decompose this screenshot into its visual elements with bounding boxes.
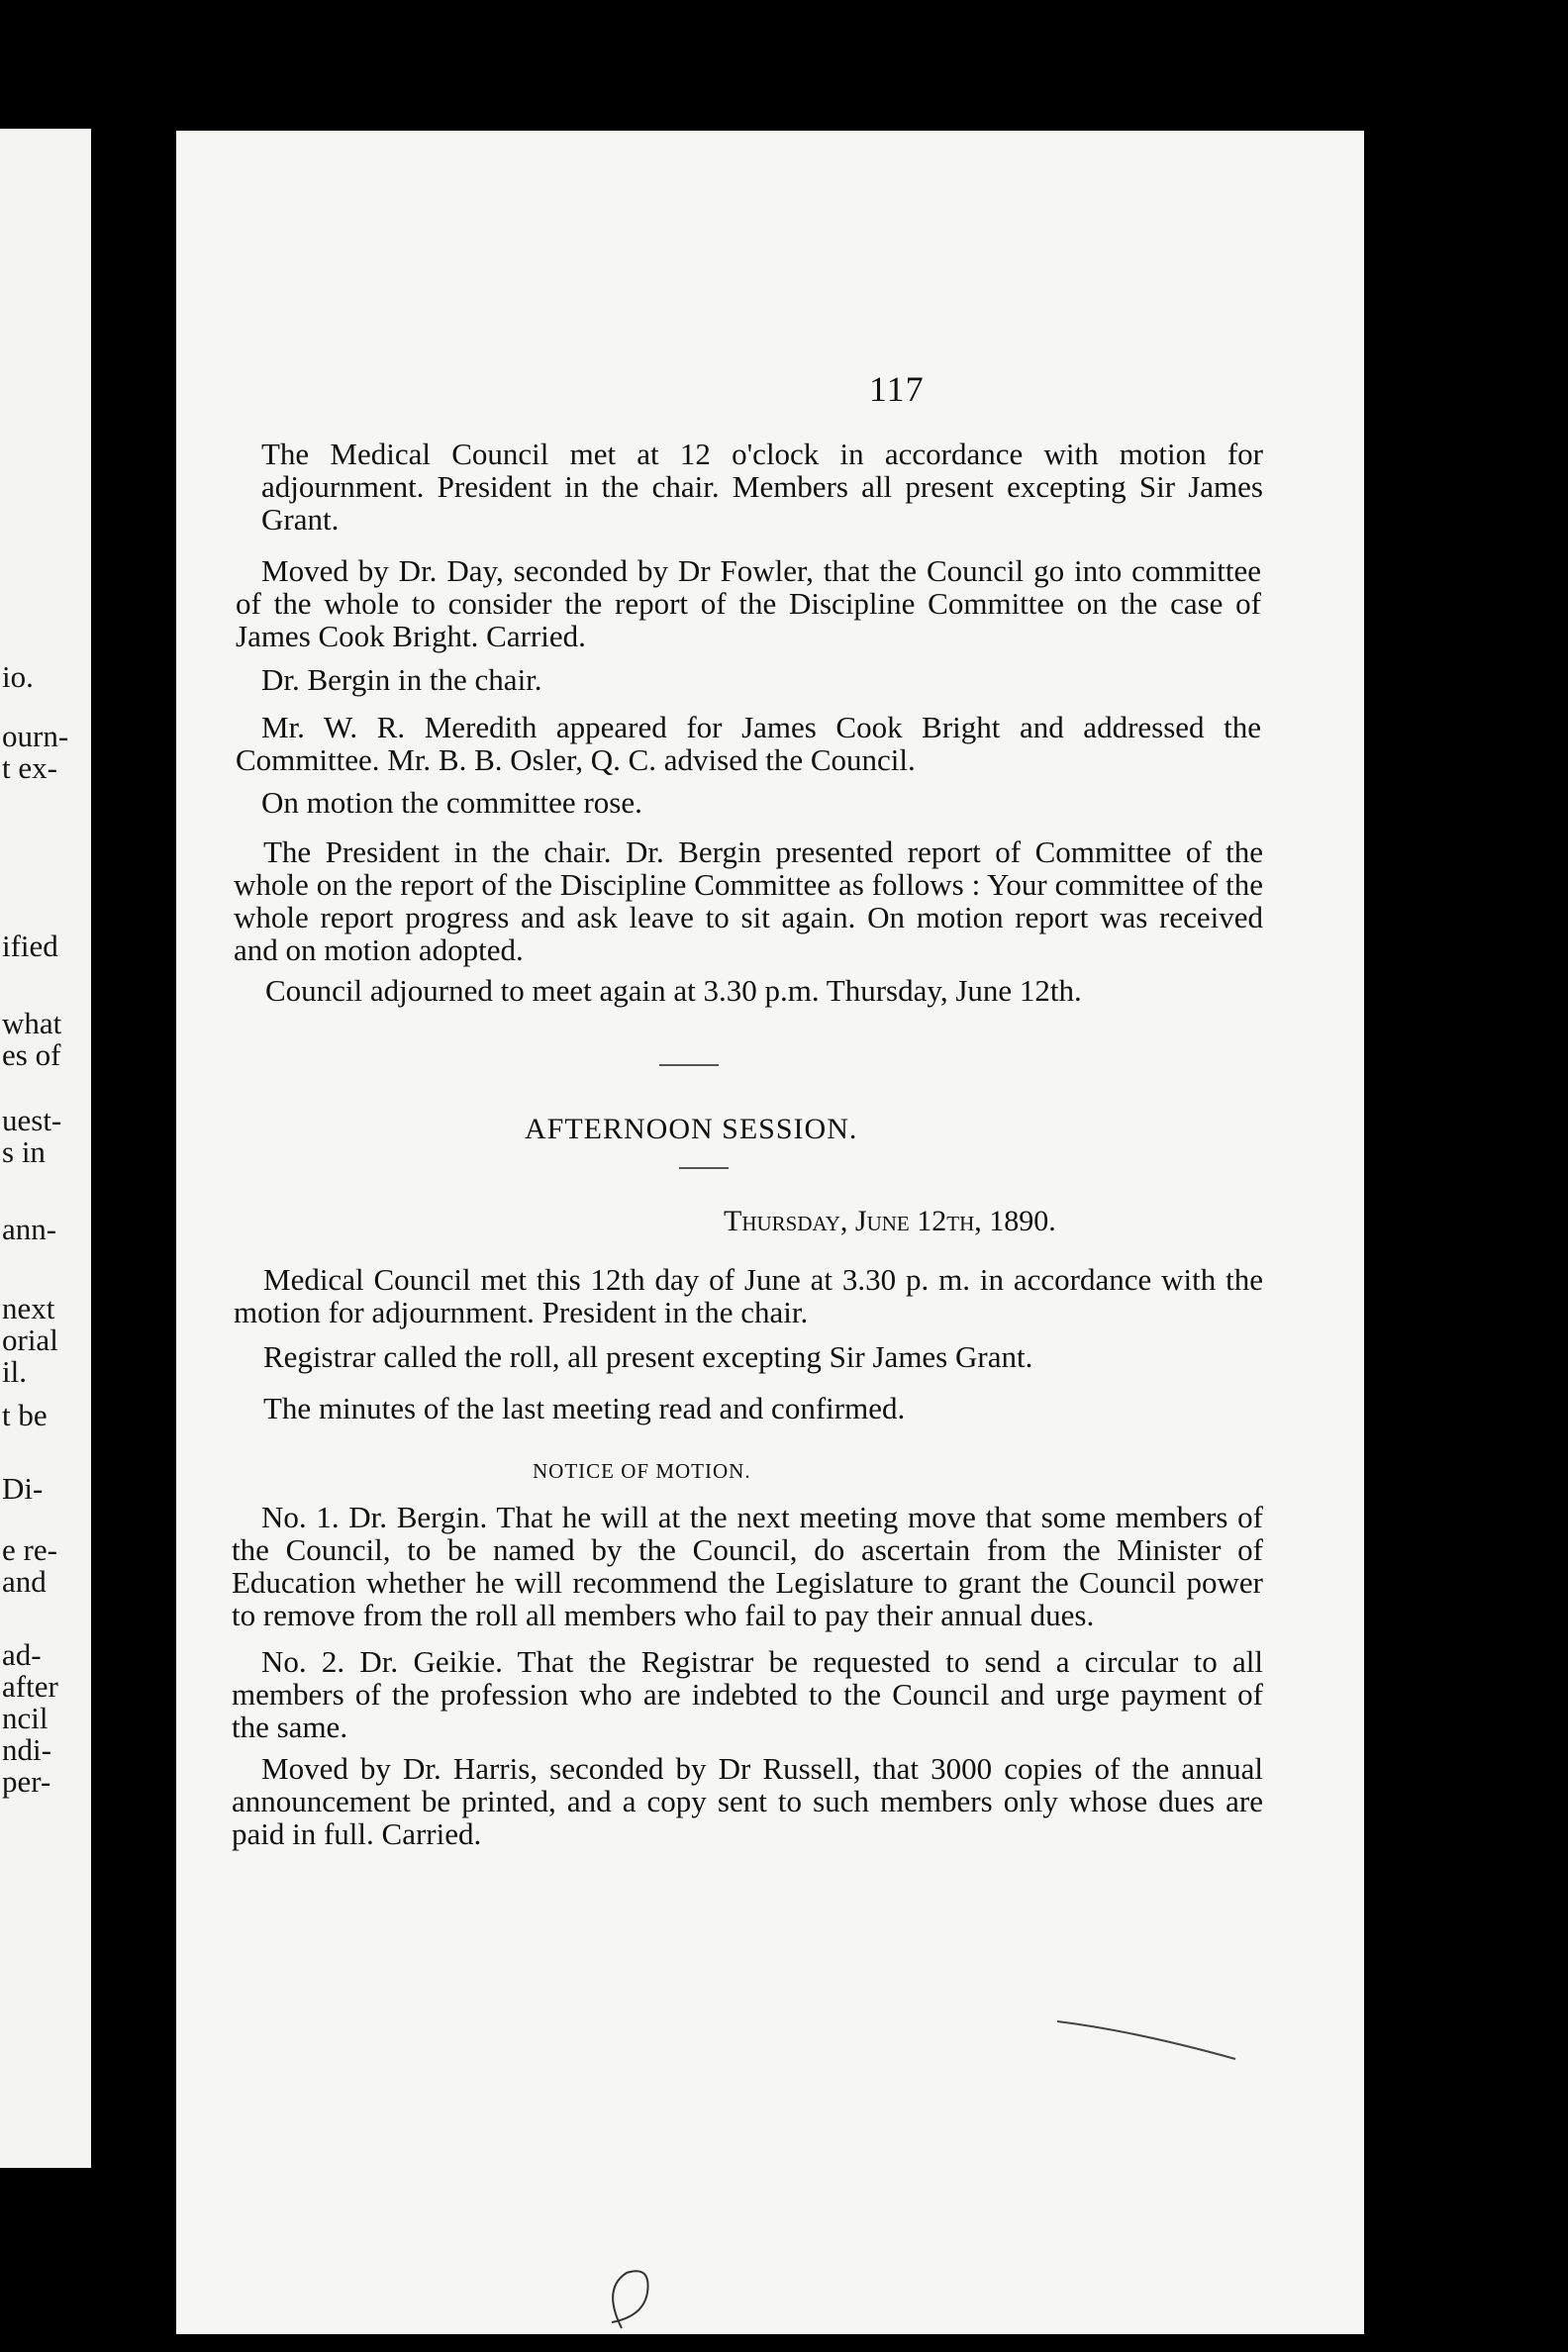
pencil-mark <box>582 2259 681 2334</box>
document-page <box>176 131 1364 2334</box>
paragraph: Registrar called the roll, all present excepting Sir James Grant. <box>263 1339 1033 1374</box>
facing-page-line: ndi- <box>2 1732 51 1767</box>
book-gutter <box>91 129 178 2168</box>
facing-page-line: ncil <box>2 1701 49 1735</box>
facing-page-line: es of <box>2 1037 61 1072</box>
facing-page-line: per- <box>2 1764 51 1799</box>
section-heading: AFTERNOON SESSION. <box>525 1113 858 1145</box>
facing-page-line: e re- <box>2 1532 57 1567</box>
divider <box>659 1064 719 1066</box>
paragraph: Medical Council met this 12th day of June at 3.30 p. m. in accordance with the motion for adjournment. President in the chair. <box>234 1262 1263 1329</box>
paragraph: Dr. Bergin in the chair. <box>261 662 542 697</box>
facing-page-line: what <box>2 1006 62 1040</box>
notice-of-motion: No. 1. Dr. Bergin. That he will at the next meeting move that some members of the Council, to be named by the Council, do ascertain from the Minister of Education whether he will recommend the Legislature to grant the Council power to remove from the roll all members who fail to pay their annual dues. <box>232 1500 1263 1632</box>
facing-page-line: next <box>2 1291 55 1325</box>
divider <box>679 1167 729 1169</box>
session-date: Thursday, June 12th, 1890. <box>724 1205 1056 1237</box>
paragraph: The minutes of the last meeting read and confirmed. <box>263 1391 906 1425</box>
facing-page-line: orial <box>2 1323 58 1357</box>
paragraph: Moved by Dr. Day, seconded by Dr Fowler, that the Council go into committee of the whole to consider the report of the Discipline Committee on the case of James Cook Bright. Carried. <box>236 553 1261 653</box>
paragraph: Mr. W. R. Meredith appeared for James Cook Bright and addressed the Committee. Mr. B. B. Osler, Q. C. advised the Council. <box>236 710 1261 777</box>
paragraph: Council adjourned to meet again at 3.30 p.m. Thursday, June 12th. <box>265 973 1082 1008</box>
facing-page-line: il. <box>2 1354 27 1389</box>
facing-page-line: Di- <box>2 1471 44 1506</box>
pencil-mark <box>1047 2002 1265 2071</box>
facing-page-line: ann- <box>2 1212 57 1246</box>
notice-heading: NOTICE OF MOTION. <box>533 1459 751 1483</box>
facing-page-line: ourn- <box>2 719 69 753</box>
facing-page-line: uest- <box>2 1103 62 1137</box>
facing-page-line: ad- <box>2 1637 42 1672</box>
facing-page-line: after <box>2 1669 58 1704</box>
facing-page-edge <box>0 129 91 2168</box>
page-number: 117 <box>869 369 925 409</box>
paragraph: The Medical Council met at 12 o'clock in accordance with motion for adjournment. President in the chair. Members all present excepting Sir James Grant. <box>261 437 1263 537</box>
facing-page-line: t be <box>2 1398 48 1432</box>
facing-page-line: t ex- <box>2 750 57 785</box>
facing-page-line: s in <box>2 1134 46 1169</box>
paragraph: The President in the chair. Dr. Bergin presented report of Committee of the whole on the report of the Discipline Committee as follows : Your committee of the whole report progress and ask leave to sit again. On motion report was received and on motion adopted. <box>234 834 1263 967</box>
facing-page-line: ified <box>2 929 58 963</box>
notice-of-motion: No. 2. Dr. Geikie. That the Registrar be requested to send a circular to all members of the profession who are indebted to the Council and urge payment of the same. <box>232 1644 1263 1744</box>
facing-page-line: io. <box>2 659 34 694</box>
facing-page-line: and <box>2 1564 47 1599</box>
paragraph: On motion the committee rose. <box>261 785 642 820</box>
paragraph: Moved by Dr. Harris, seconded by Dr Russell, that 3000 copies of the annual announcement be printed, and a copy sent to such members only whose dues are paid in full. Carried. <box>232 1751 1263 1851</box>
